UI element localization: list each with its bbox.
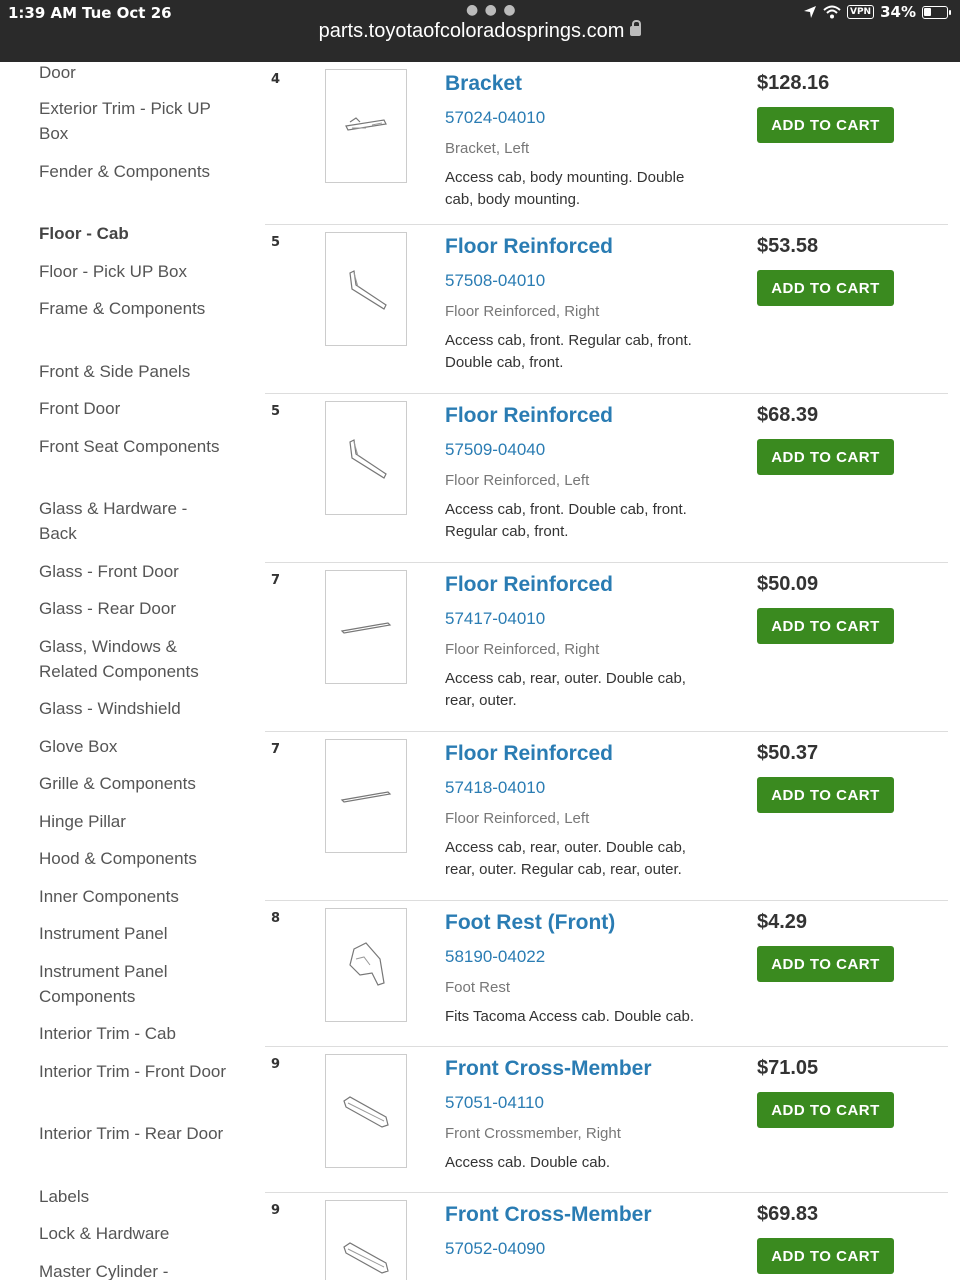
diagram-callout-number: 9 xyxy=(271,1057,281,1072)
part-number-link[interactable]: 57052-04090 xyxy=(445,1239,546,1258)
part-row xyxy=(265,901,948,1047)
part-row xyxy=(265,563,948,732)
sidebar-category-item[interactable]: Interior Trim - Front Door xyxy=(39,1062,227,1081)
lock-icon xyxy=(630,26,641,36)
part-description: Access cab, front. Regular cab, front. Double cab, front. xyxy=(445,332,692,371)
part-subtitle: Floor Reinforced, Left xyxy=(445,472,590,489)
url-text[interactable]: parts.toyotaofcoloradosprings.com xyxy=(318,20,625,42)
sidebar-category-item[interactable]: Grille & Components xyxy=(39,774,196,793)
sidebar-category-item[interactable]: Glass & Hardware - Back xyxy=(39,499,188,543)
sidebar-category-item[interactable]: Floor - Pick UP Box xyxy=(39,262,188,281)
add-to-cart-button[interactable]: ADD TO CART xyxy=(757,777,894,813)
sidebar-category-item[interactable]: Hinge Pillar xyxy=(39,812,126,831)
sidebar-category-item[interactable]: Instrument Panel xyxy=(39,924,168,943)
bracket-icon xyxy=(326,70,406,182)
sidebar-category-item[interactable]: Door xyxy=(39,63,76,82)
sidebar-category-item[interactable]: Inner Components xyxy=(39,887,179,906)
part-name-link[interactable]: Floor Reinforced xyxy=(445,235,614,258)
part-number-link[interactable]: 58190-04022 xyxy=(445,947,546,966)
part-description: Access cab, body mounting. Double cab, body mounting. xyxy=(445,169,685,208)
battery-percent: 34% xyxy=(880,3,916,21)
add-to-cart-button[interactable]: ADD TO CART xyxy=(757,107,894,143)
floor-bar-icon xyxy=(326,571,406,683)
part-number-link[interactable]: 57508-04010 xyxy=(445,271,546,290)
part-name-link[interactable]: Floor Reinforced xyxy=(445,404,614,427)
foot-rest-icon xyxy=(326,909,406,1021)
diagram-callout-number: 4 xyxy=(271,72,281,87)
sidebar-category-item[interactable]: Front Seat Components xyxy=(39,437,220,456)
part-number-link[interactable]: 57509-04040 xyxy=(445,440,546,459)
part-thumbnail[interactable] xyxy=(325,570,407,684)
address-bar[interactable] xyxy=(0,20,960,43)
diagram-callout-number: 5 xyxy=(271,235,281,250)
part-price: $50.09 xyxy=(757,573,819,595)
add-to-cart-button[interactable]: ADD TO CART xyxy=(757,608,894,644)
part-name-link[interactable]: Bracket xyxy=(445,72,523,95)
part-thumbnail[interactable] xyxy=(325,401,407,515)
part-thumbnail[interactable] xyxy=(325,232,407,346)
part-subtitle: Floor Reinforced, Right xyxy=(445,303,600,320)
add-to-cart-button[interactable]: ADD TO CART xyxy=(757,946,894,982)
add-to-cart-button[interactable]: ADD TO CART xyxy=(757,1238,894,1274)
sidebar-category-item[interactable]: Front Door xyxy=(39,399,121,418)
part-number-link[interactable]: 57051-04110 xyxy=(445,1093,544,1112)
part-row xyxy=(265,62,948,225)
sidebar-category-item[interactable]: Glass - Front Door xyxy=(39,562,179,581)
floor-reinforcement-icon xyxy=(326,233,406,345)
add-to-cart-button[interactable]: ADD TO CART xyxy=(757,270,894,306)
diagram-callout-number: 5 xyxy=(271,404,281,419)
sidebar-category-item[interactable]: Fender & Components xyxy=(39,162,211,181)
part-number-link[interactable]: 57417-04010 xyxy=(445,609,546,628)
sidebar-category-item[interactable]: Master Cylinder - xyxy=(39,1262,169,1280)
part-subtitle: Bracket, Left xyxy=(445,140,530,157)
part-price: $69.83 xyxy=(757,1203,819,1225)
part-thumbnail[interactable] xyxy=(325,1200,407,1280)
diagram-callout-number: 7 xyxy=(271,742,281,757)
part-thumbnail[interactable] xyxy=(325,1054,407,1168)
part-row xyxy=(265,1193,948,1280)
part-name-link[interactable]: Floor Reinforced xyxy=(445,742,614,765)
battery-icon xyxy=(922,6,948,19)
part-row xyxy=(265,225,948,394)
sidebar-category-item[interactable]: Labels xyxy=(39,1187,90,1206)
status-indicators xyxy=(803,3,948,21)
part-description: Access cab, rear, outer. Double cab, rear, outer. Regular cab, rear, outer. xyxy=(445,839,686,878)
part-description: Fits Tacoma Access cab. Double cab. xyxy=(445,1008,695,1025)
part-name-link[interactable]: Floor Reinforced xyxy=(445,573,614,596)
part-description: Access cab, rear, outer. Double cab, rear, outer. xyxy=(445,670,686,709)
sidebar-category-item[interactable]: Hood & Components xyxy=(39,849,197,868)
part-row xyxy=(265,1047,948,1193)
part-price: $4.29 xyxy=(757,911,808,933)
part-number-link[interactable]: 57024-04010 xyxy=(445,108,546,127)
part-name-link[interactable]: Front Cross-Member xyxy=(445,1203,652,1226)
multitasking-dots-icon[interactable]: ● ● ● xyxy=(466,2,517,18)
part-row xyxy=(265,394,948,563)
part-row xyxy=(265,732,948,901)
part-price: $71.05 xyxy=(757,1057,819,1079)
part-subtitle: Foot Rest xyxy=(445,979,511,996)
floor-bar-icon xyxy=(326,740,406,852)
cross-member-icon xyxy=(326,1055,406,1167)
sidebar-category-item[interactable]: Lock & Hardware xyxy=(39,1224,170,1243)
diagram-callout-number: 8 xyxy=(271,911,281,926)
part-thumbnail[interactable] xyxy=(325,69,407,183)
part-number-link[interactable]: 57418-04010 xyxy=(445,778,546,797)
add-to-cart-button[interactable]: ADD TO CART xyxy=(757,1092,894,1128)
part-subtitle: Floor Reinforced, Left xyxy=(445,810,590,827)
location-icon xyxy=(803,5,817,19)
vpn-badge: VPN xyxy=(847,5,874,19)
status-date: Tue Oct 26 xyxy=(82,4,172,22)
sidebar-category-item[interactable]: Exterior Trim - Pick UP Box xyxy=(39,99,211,143)
sidebar-category-item[interactable]: Instrument Panel Components xyxy=(39,962,168,1006)
part-description: Access cab, front. Double cab, front. Regular cab, front. xyxy=(445,501,687,540)
part-name-link[interactable]: Front Cross-Member xyxy=(445,1057,652,1080)
part-thumbnail[interactable] xyxy=(325,739,407,853)
diagram-callout-number: 9 xyxy=(271,1203,281,1218)
status-time: 1:39 AM xyxy=(8,4,78,22)
part-name-link[interactable]: Foot Rest (Front) xyxy=(445,911,616,934)
sidebar-category-item[interactable]: Interior Trim - Rear Door xyxy=(39,1124,224,1143)
sidebar-category-item[interactable]: Frame & Components xyxy=(39,299,206,318)
cross-member-icon xyxy=(326,1201,406,1280)
wifi-icon xyxy=(823,5,841,19)
category-sidebar xyxy=(0,62,250,1280)
part-thumbnail[interactable] xyxy=(325,908,407,1022)
add-to-cart-button[interactable]: ADD TO CART xyxy=(757,439,894,475)
part-price: $128.16 xyxy=(757,72,830,94)
part-subtitle: Front Crossmember, Right xyxy=(445,1125,621,1142)
sidebar-category-item[interactable]: Glove Box xyxy=(39,737,118,756)
diagram-callout-number: 7 xyxy=(271,573,281,588)
sidebar-category-item[interactable]: Floor - Cab xyxy=(39,224,129,243)
sidebar-category-item[interactable]: Front & Side Panels xyxy=(39,362,191,381)
browser-header xyxy=(0,0,960,62)
sidebar-category-item[interactable]: Glass, Windows & Related Components xyxy=(39,637,199,681)
sidebar-category-item[interactable]: Interior Trim - Cab xyxy=(39,1024,176,1043)
part-subtitle: Floor Reinforced, Right xyxy=(445,641,600,658)
sidebar-category-item[interactable]: Glass - Rear Door xyxy=(39,599,176,618)
part-price: $53.58 xyxy=(757,235,819,257)
part-description: Access cab. Double cab. xyxy=(445,1154,611,1171)
part-price: $50.37 xyxy=(757,742,819,764)
floor-reinforcement-icon xyxy=(326,402,406,514)
sidebar-category-item[interactable]: Glass - Windshield xyxy=(39,699,181,718)
part-price: $68.39 xyxy=(757,404,819,426)
